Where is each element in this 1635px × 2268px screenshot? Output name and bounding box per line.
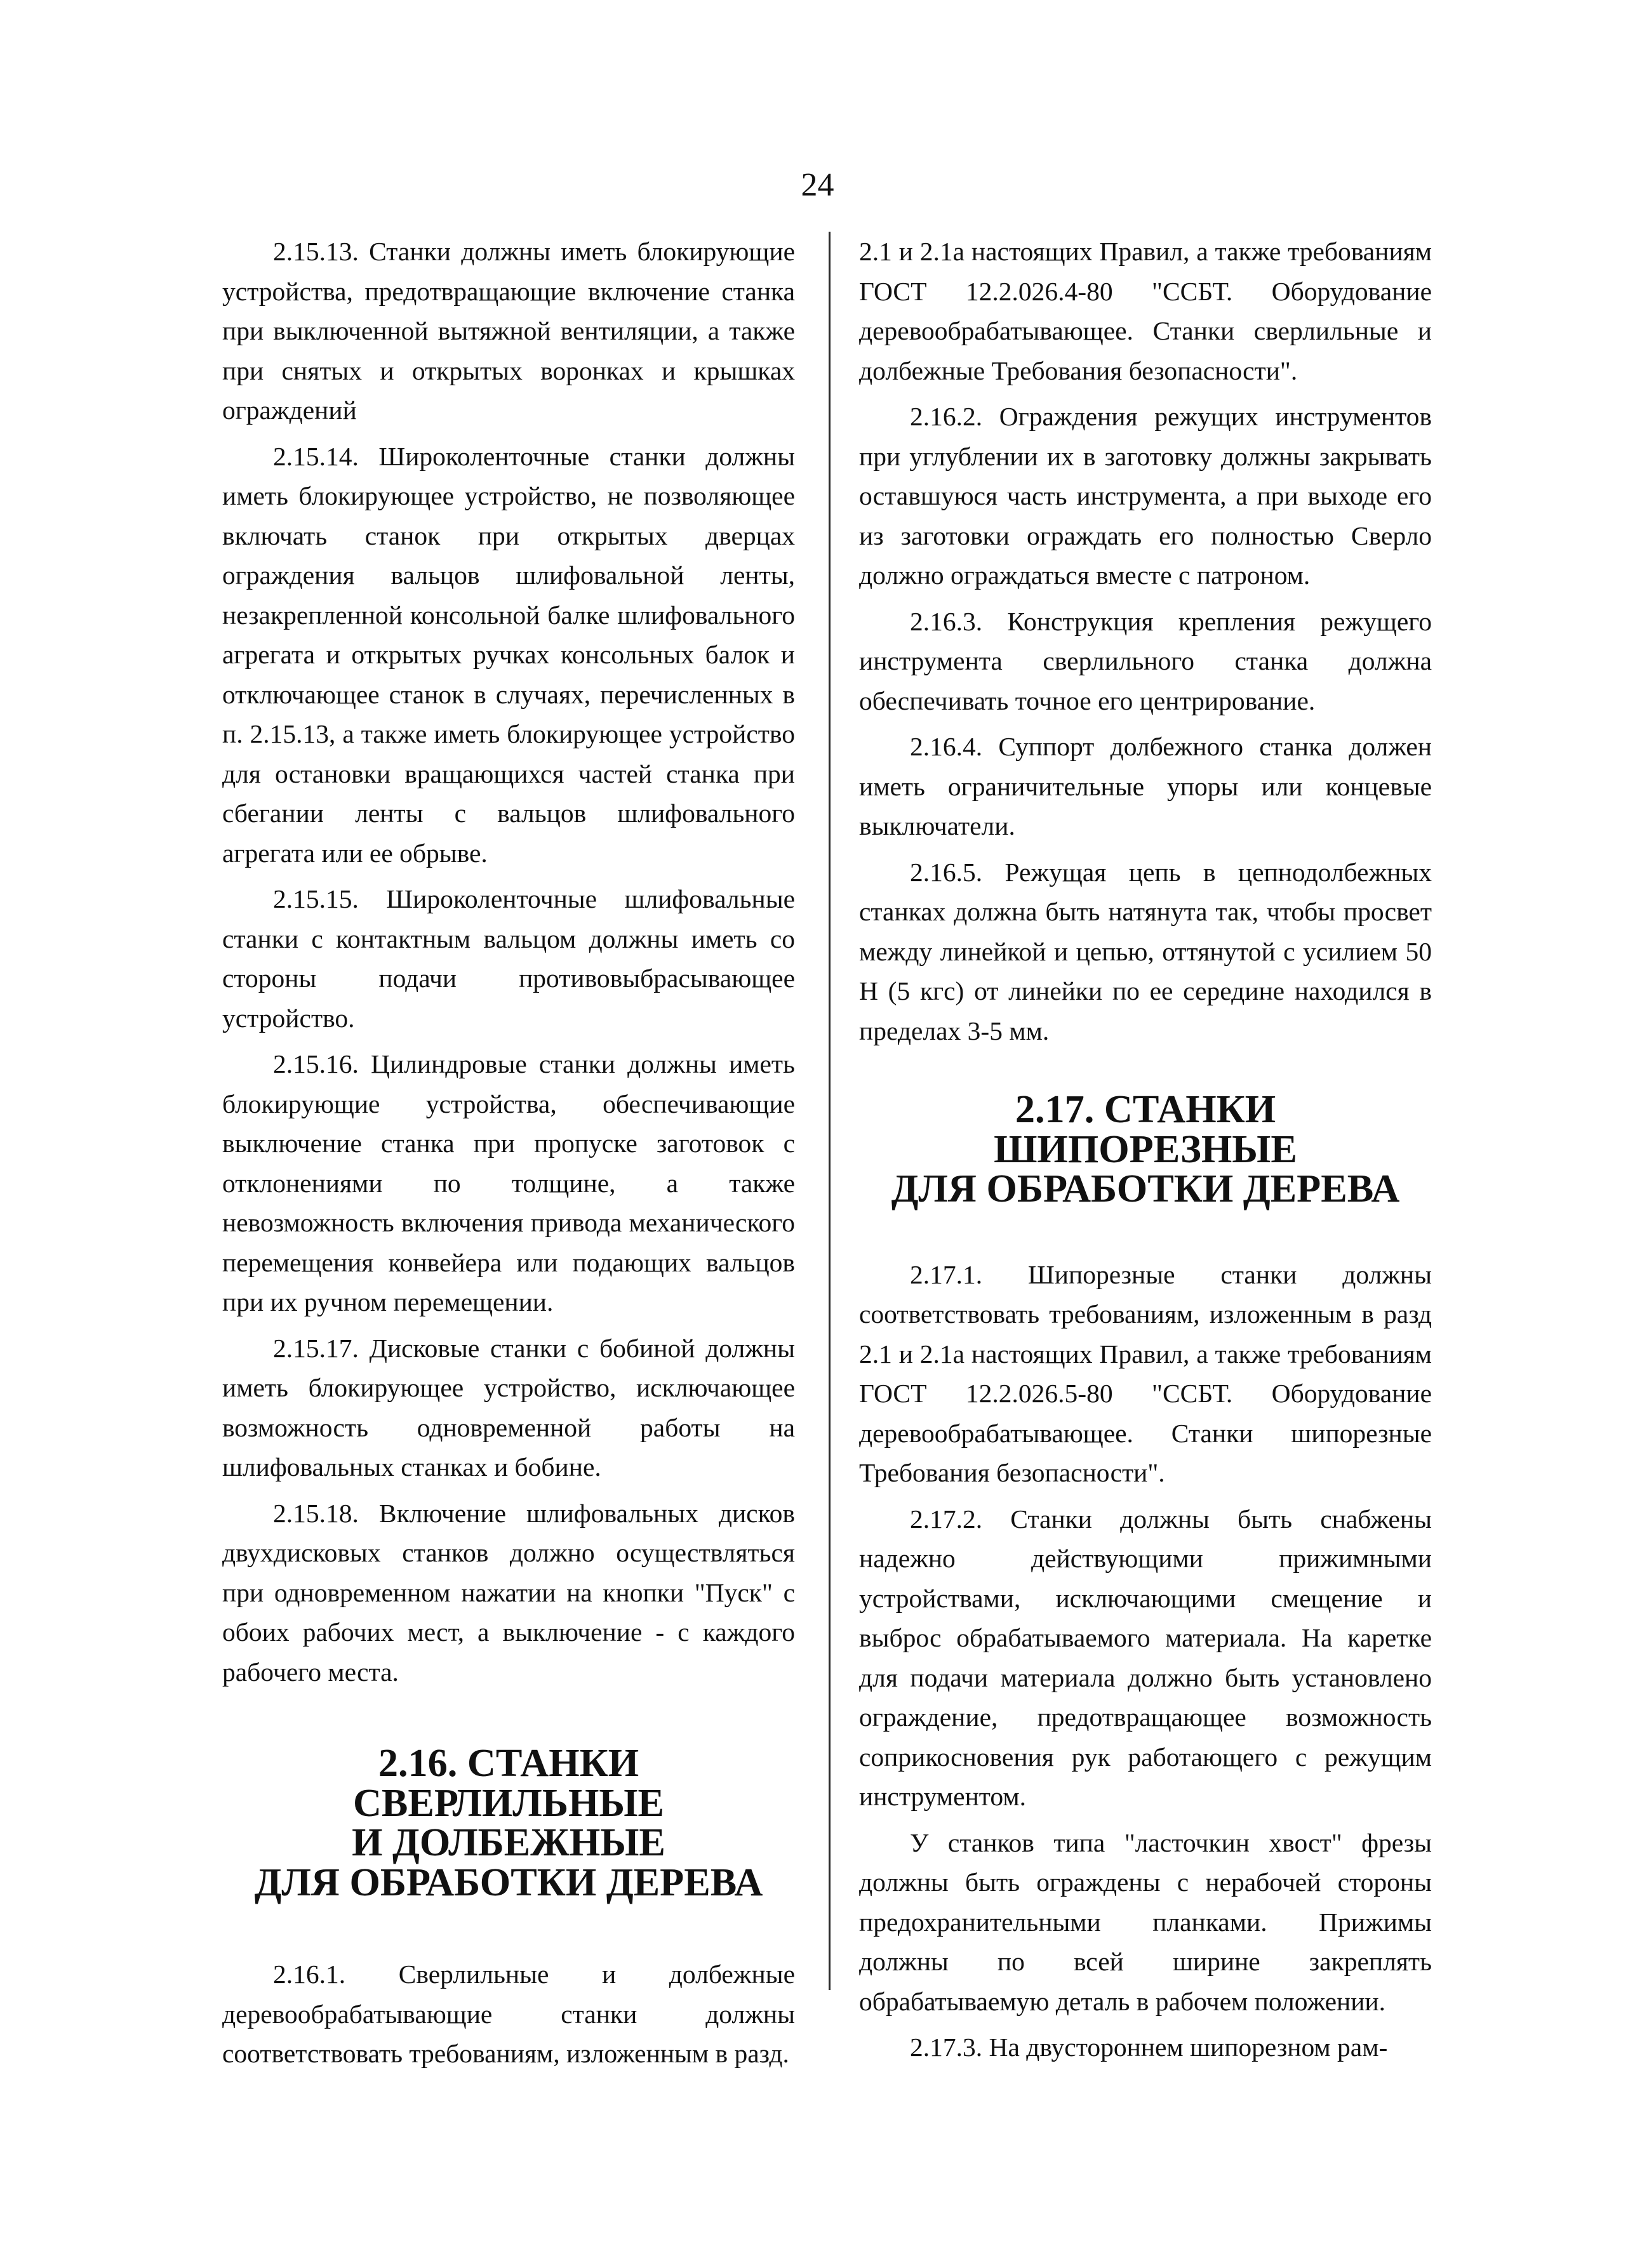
paragraph-2-17-2-cont: У станков типа "ласточкин хвост" фрезы должны быть ограждены с нерабочей стороны предохранительными планками. Прижимы должны по всей ширине закреплять обрабатываемую деталь в рабочем положении. [859,1827,1432,2016]
paragraph-2-16-5: 2.16.5. Режущая цепь в цепнодолбежных станках должна быть натянута так, чтобы просвет между линейкой и цепью, оттянутой с усилием 50 Н (5 кгс) от линейки по ее середине находился в пределах 3-5 мм. [859,857,1432,1045]
paragraph-2-15-17: 2.15.17. Дисковые станки с бобиной должны иметь блокирующее устройство, исключающее возможность одновременной работы на шлифовальных станках и бобине. [222,1333,795,1482]
left-column [222,232,795,2080]
paragraph-2-16-4: 2.16.4. Суппорт долбежного станка должен иметь ограничительные упоры или концевые выключатели. [859,732,1432,840]
paragraph-2-17-1: 2.17.1. Шипорезные станки должны соответствовать требованиям, изложенным в разд 2.1 и 2.1а настоящих Правил, а также требованиям ГОСТ 12.2.026.5-80 "ССБТ. Оборудование деревообрабатывающее. Станки шипорезные Требования безопасности". [859,1259,1432,1487]
paragraph-2-16-1: 2.16.1. Сверлильные и долбежные деревообрабатывающие станки должны соответствовать требованиям, изложенным в разд. [222,1960,795,2068]
paragraph-2-17-3: 2.17.3. На двустороннем шипорезном рам- [910,2033,1388,2062]
heading-line: ДЛЯ ОБРАБОТКИ ДЕРЕВА [254,1860,763,1904]
paragraph-2-15-18: 2.15.18. Включение шлифовальных дисков двухдисковых станков должно осуществляться при одновременном нажатии на кнопки "Пуск" с обоих рабочих мест, а выключение - с каждого рабочего места. [222,1498,795,1687]
heading-line: ДЛЯ ОБРАБОТКИ ДЕРЕВА [891,1167,1400,1210]
page-number: 24 [801,167,834,203]
heading-line: И ДОЛБЕЖНЫЕ [352,1821,665,1864]
heading-line: 2.17. СТАНКИ ШИПОРЕЗНЫЕ [994,1088,1297,1171]
paragraph-2-15-15: 2.15.15. Широколенточные шлифовальные станки с контактным вальцом должны иметь со стороны подачи противовыбрасывающее устройство. [222,884,795,1033]
right-column [859,232,1432,2074]
paragraph-2-16-2: 2.16.2. Ограждения режущих инструментов при углублении их в заготовку должны закрывать оставшуюся часть инструмента, а при выходе его из заготовки ограждать его полностью Сверло должно ограждаться вместе с патроном. [859,402,1432,590]
paragraph-2-15-14: 2.15.14. Широколенточные станки должны иметь блокирующее устройство, не позволяющее включать станок при открытых дверцах ограждения вальцов шлифовальной ленты, незакрепленной консольной балке шлифовального агрегата и открытых ручках консольных балок и отключающее станок в случаях, перечисленных в п. 2.15.13, а также иметь блокирующее устройство для остановки вращающихся частей станка при сбегании ленты с вальцов шлифовального агрегата или ее обрыве. [222,441,795,868]
column-divider [829,232,831,1990]
section-heading-2-16 [222,1744,795,1902]
paragraph-2-17-2: 2.17.2. Станки должны быть снабжены надежно действующими прижимными устройствами, исключающими смещение и выброс обрабатываемого материала. На каретке для подачи материала должно быть установлено ограждение, предотвращающее возможность соприкосновения рук работающего с режущим инструментом. [859,1504,1432,1811]
heading-line: 2.16. СТАНКИ СВЕРЛИЛЬНЫЕ [352,1742,665,1825]
paragraph-2-15-13: 2.15.13. Станки должны иметь блокирующие устройства, предотвращающие включение станка при выключенной вытяжной вентиляции, а также при снятых и открытых воронках и крышках ограждений [222,237,795,425]
paragraph-2-16-1-continued: 2.1 и 2.1а настоящих Правил, а также требованиям ГОСТ 12.2.026.4-80 "ССБТ. Оборудование деревообрабатывающее. Станки сверлильные и долбежные Требования безопасности". [859,237,1432,385]
paragraph-2-15-16: 2.15.16. Цилиндровые станки должны иметь блокирующие устройства, обеспечивающие выключение станка при пропуске заготовок с отклонениями по толщине, а также невозможность включения привода механического перемещения конвейера или подающих вальцов при их ручном перемещении. [222,1049,795,1316]
section-heading-2-17 [859,1090,1432,1209]
paragraph-2-16-3: 2.16.3. Конструкция крепления режущего инструмента сверлильного станка должна обеспечивать точное его центрирование. [859,606,1432,715]
